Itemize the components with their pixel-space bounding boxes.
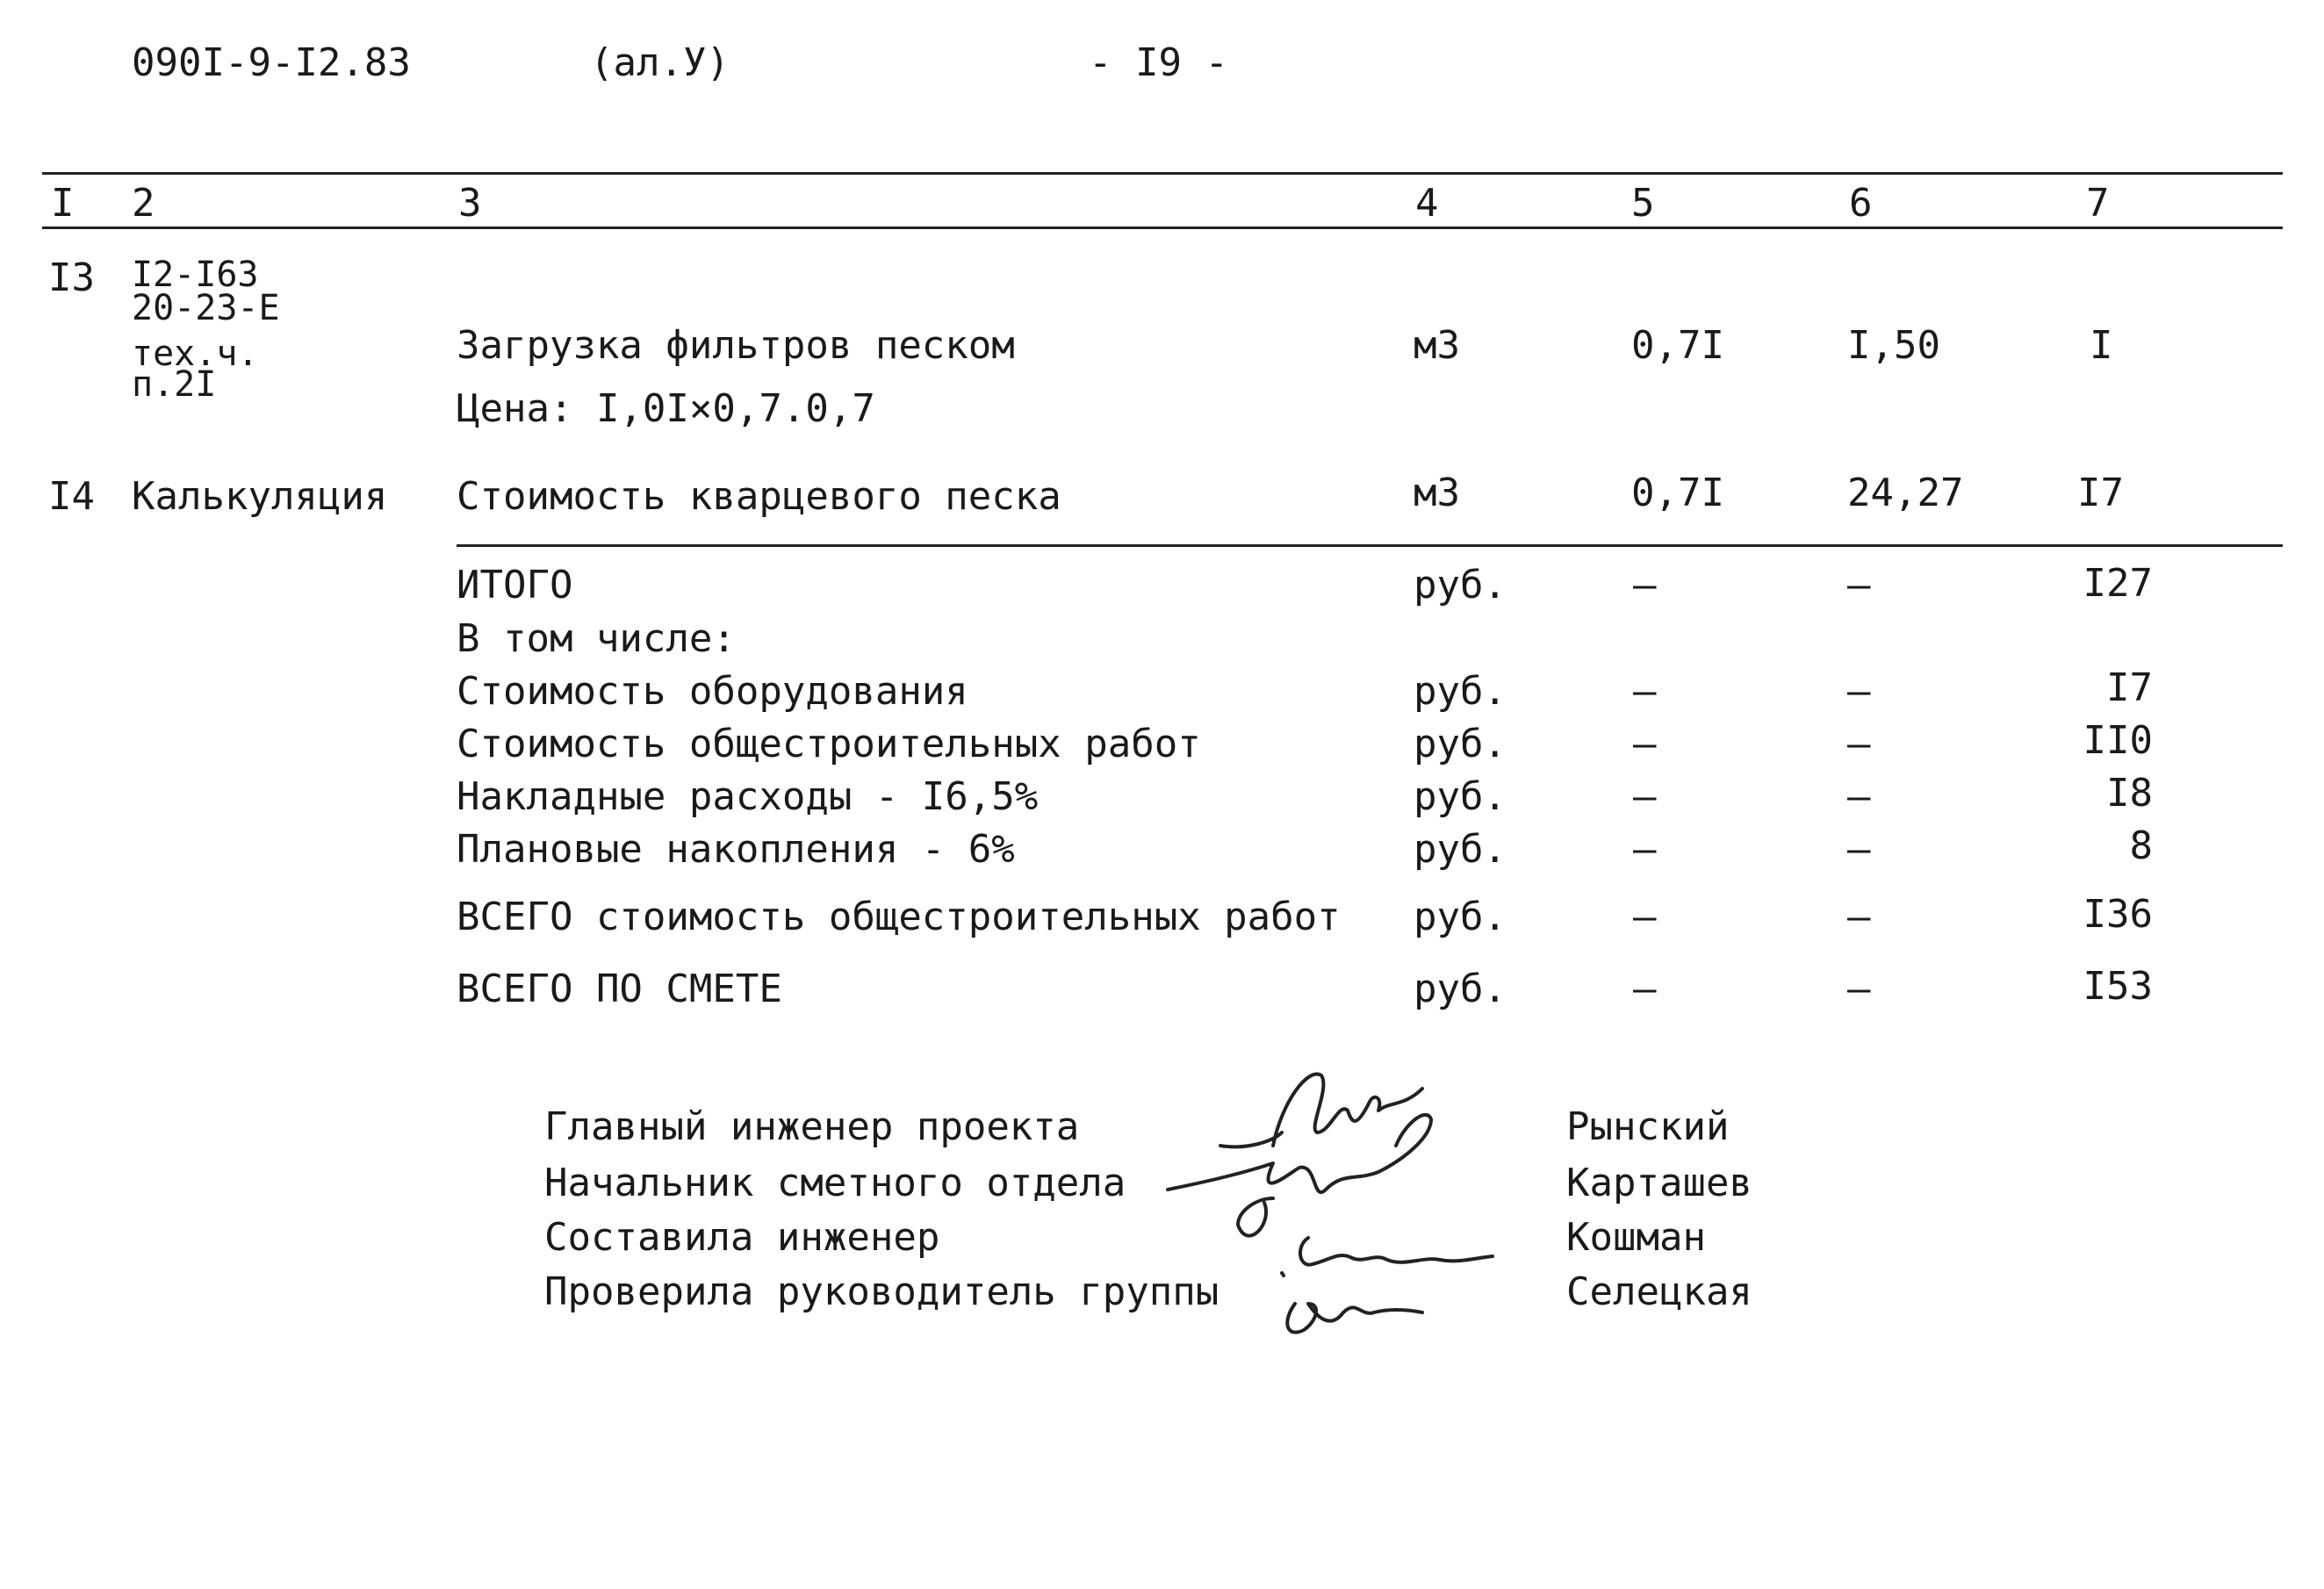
norm-code-line: тех.ч.	[132, 334, 259, 374]
summary-dash: –	[1847, 669, 1871, 714]
summary-dash: –	[1847, 722, 1871, 766]
work-name: Загрузка фильтров песком	[457, 323, 1015, 368]
summary-dash: –	[1633, 895, 1657, 939]
column-header: 4	[1415, 181, 1439, 226]
summary-total: I53	[2083, 964, 2153, 1009]
summary-dash: –	[1847, 967, 1871, 1011]
norm-code: Калькуляция	[132, 474, 388, 519]
summary-unit: руб.	[1414, 827, 1507, 872]
unit: м3	[1414, 323, 1460, 368]
row-number: I4	[48, 474, 95, 519]
summary-dash: –	[1633, 722, 1657, 766]
signatory-name: Селецкая	[1566, 1269, 1752, 1314]
signatory-name: Кошман	[1566, 1215, 1706, 1260]
summary-label: Накладные расходы - I6,5%	[457, 774, 1039, 819]
signature-stroke	[1287, 1304, 1422, 1333]
summary-label: Стоимость общестроительных работ	[457, 722, 1201, 766]
summary-unit: руб.	[1414, 967, 1507, 1011]
signature-stroke	[1238, 1198, 1273, 1236]
unit-price: I,50	[1847, 323, 1940, 368]
signature-stroke	[1300, 1238, 1493, 1265]
summary-label: ИТОГО	[457, 563, 573, 608]
signature-role: Начальник сметного отдела	[544, 1161, 1126, 1205]
summary-label: Плановые накопления - 6%	[457, 827, 1015, 872]
summary-dash: –	[1633, 563, 1657, 608]
summary-total: II0	[2083, 718, 2153, 763]
summary-dash: –	[1633, 774, 1657, 819]
summary-dash: –	[1633, 669, 1657, 714]
summary-unit: руб.	[1414, 895, 1507, 939]
summary-unit: руб.	[1414, 563, 1507, 608]
summary-dash: –	[1633, 827, 1657, 872]
summary-total: I36	[2083, 892, 2153, 937]
norm-code-line: п.2I	[132, 364, 217, 405]
summary-dash: –	[1847, 774, 1871, 819]
summary-total: I7	[2106, 665, 2153, 710]
signature-role: Проверила руководитель группы	[544, 1269, 1220, 1314]
summary-label: Стоимость оборудования	[457, 669, 968, 714]
table-top-rule	[42, 172, 2283, 175]
table-header-rule	[42, 226, 2283, 229]
summary-label: В том числе:	[457, 616, 736, 661]
work-name: Стоимость кварцевого песка	[457, 474, 1061, 519]
summary-rule	[457, 544, 2283, 547]
signature-stroke	[1168, 1115, 1431, 1192]
signatory-name: Рынский	[1566, 1104, 1730, 1149]
column-header: 2	[132, 181, 155, 226]
norm-code-line: 20-23-Е	[132, 288, 280, 328]
norm-code-line: I2-I63	[132, 255, 259, 295]
price-note: Цена: I,0I×0,7.0,7	[457, 386, 875, 431]
summary-unit: руб.	[1414, 669, 1507, 714]
summary-dash: –	[1633, 967, 1657, 1011]
summary-dash: –	[1847, 563, 1871, 608]
summary-label: ВСЕГО стоимость общестроительных работ	[457, 895, 1341, 939]
total: I	[2090, 323, 2113, 368]
quantity: 0,7I	[1631, 323, 1724, 368]
column-header: 3	[458, 181, 482, 226]
album-label: (ал.У)	[590, 40, 730, 85]
summary-total: I8	[2106, 771, 2153, 816]
summary-total: I27	[2083, 561, 2153, 606]
signature-role: Главный инженер проекта	[544, 1104, 1080, 1149]
signature-stroke	[1282, 1273, 1284, 1276]
summary-total: 8	[2129, 823, 2153, 868]
summary-unit: руб.	[1414, 722, 1507, 766]
handwritten-signatures	[1141, 1049, 1528, 1339]
document-code: 090I-9-I2.83	[132, 40, 411, 85]
unit-price: 24,27	[1847, 471, 1964, 515]
column-header: I	[51, 181, 75, 226]
page-number: - I9 -	[1089, 40, 1228, 85]
column-header: 7	[2086, 181, 2110, 226]
column-header: 6	[1849, 181, 1873, 226]
summary-dash: –	[1847, 827, 1871, 872]
total: I7	[2077, 471, 2124, 515]
unit: м3	[1414, 471, 1460, 515]
signatory-name: Карташев	[1566, 1161, 1752, 1205]
summary-dash: –	[1847, 895, 1871, 939]
quantity: 0,7I	[1631, 471, 1724, 515]
signature-role: Составила инженер	[544, 1215, 940, 1260]
summary-label: ВСЕГО ПО СМЕТЕ	[457, 967, 782, 1011]
summary-unit: руб.	[1414, 774, 1507, 819]
column-header: 5	[1631, 181, 1655, 226]
row-number: I3	[48, 255, 95, 300]
